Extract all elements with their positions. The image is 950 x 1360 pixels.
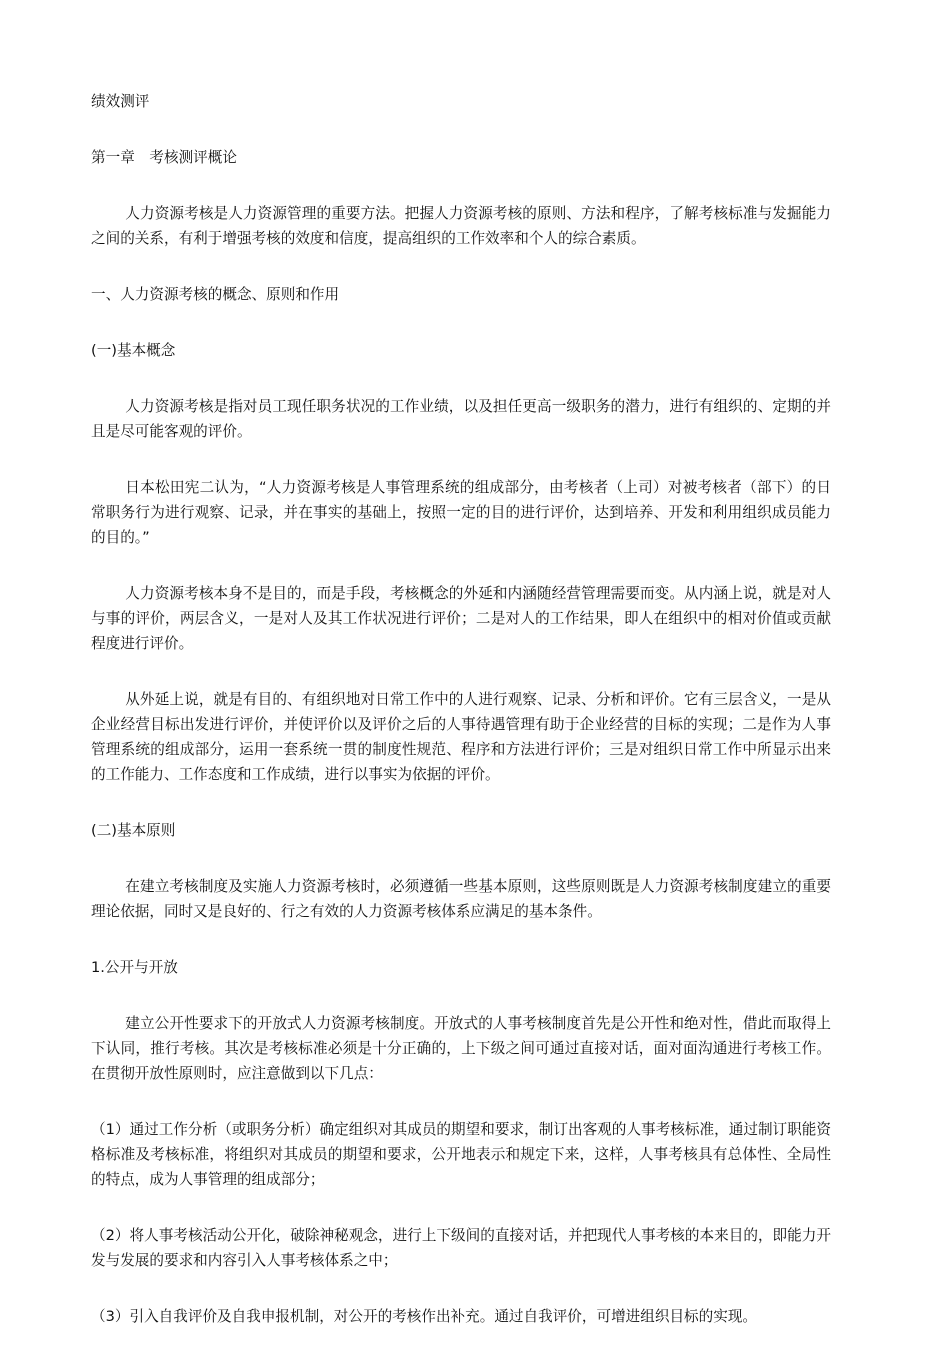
subsection-heading-basic-principles: (二)基本原则: [91, 822, 176, 839]
paragraph-principles-intro: 在建立考核制度及实施人力资源考核时，必须遵循一些基本原则，这些原则既是人力资源考核制度建立的重要理论依据，同时又是良好的、行之有效的人力资源考核体系应满足的基本条件。: [91, 878, 831, 920]
list-item-2: （2）将人事考核活动公开化，破除神秘观念，进行上下级间的直接对话，并把现代人事考核的本来目的，即能力开发与发展的要求和内容引入人事考核体系之中；: [91, 1227, 831, 1269]
section-heading-1: 一、人力资源考核的概念、原则和作用: [91, 286, 340, 303]
intro-paragraph: 人力资源考核是人力资源管理的重要方法。把握人力资源考核的原则、方法和程序，了解考核标准与发掘能力之间的关系，有利于增强考核的效度和信度，提高组织的工作效率和个人的综合素质。: [91, 205, 831, 247]
item-heading-openness: 1.公开与开放: [91, 959, 178, 976]
paragraph-extension: 从外延上说，就是有目的、有组织地对日常工作中的人进行观察、记录、分析和评价。它有三层含义，一是从企业经营目标出发进行评价，并使评价以及评价之后的人事待遇管理有助于企业经营的目标的实现；二是作为人事管理系统的组成部分，运用一套系统一贯的制度性规范、程序和方法进行评价；三是对组织日常工作中所显示出来的工作能力、工作态度和工作成绩，进行以事实为依据的评价。: [91, 691, 831, 783]
paragraph-connotation: 人力资源考核本身不是目的，而是手段，考核概念的外延和内涵随经营管理需要而变。从内涵上说，就是对人与事的评价，两层含义，一是对人及其工作状况进行评价；二是对人的工作结果，即人在组织中的相对价值或贡献程度进行评价。: [91, 585, 831, 652]
paragraph-definition: 人力资源考核是指对员工现任职务状况的工作业绩，以及担任更高一级职务的潜力，进行有组织的、定期的并且是尽可能客观的评价。: [91, 398, 831, 440]
list-item-3: （3）引入自我评价及自我申报机制，对公开的考核作出补充。通过自我评价，可增进组织目标的实现。: [91, 1308, 758, 1325]
document-page: [91, 89, 831, 1360]
chapter-heading: 第一章 考核测评概论: [91, 149, 237, 166]
list-item-1: （1）通过工作分析（或职务分析）确定组织对其成员的期望和要求，制订出客观的人事考核标准，通过制订职能资格标准及考核标准，将组织对其成员的期望和要求，公开地表示和规定下来，这样，人事考核具有总体性、全局性的特点，成为人事管理的组成部分；: [91, 1121, 831, 1188]
paragraph-quote: 日本松田宪二认为，“人力资源考核是人事管理系统的组成部分，由考核者（上司）对被考核者（部下）的日常职务行为进行观察、记录，并在事实的基础上，按照一定的目的进行评价，达到培养、开发和利用组织成员能力的目的。”: [91, 479, 831, 546]
subsection-heading-basic-concept: (一)基本概念: [91, 342, 176, 359]
paragraph-openness: 建立公开性要求下的开放式人力资源考核制度。开放式的人事考核制度首先是公开性和绝对性，借此而取得上下认同，推行考核。其次是考核标准必须是十分正确的，上下级之间可通过直接对话，面对面沟通进行考核工作。在贯彻开放性原则时，应注意做到以下几点：: [91, 1015, 831, 1082]
document-title: 绩效测评: [91, 93, 150, 110]
